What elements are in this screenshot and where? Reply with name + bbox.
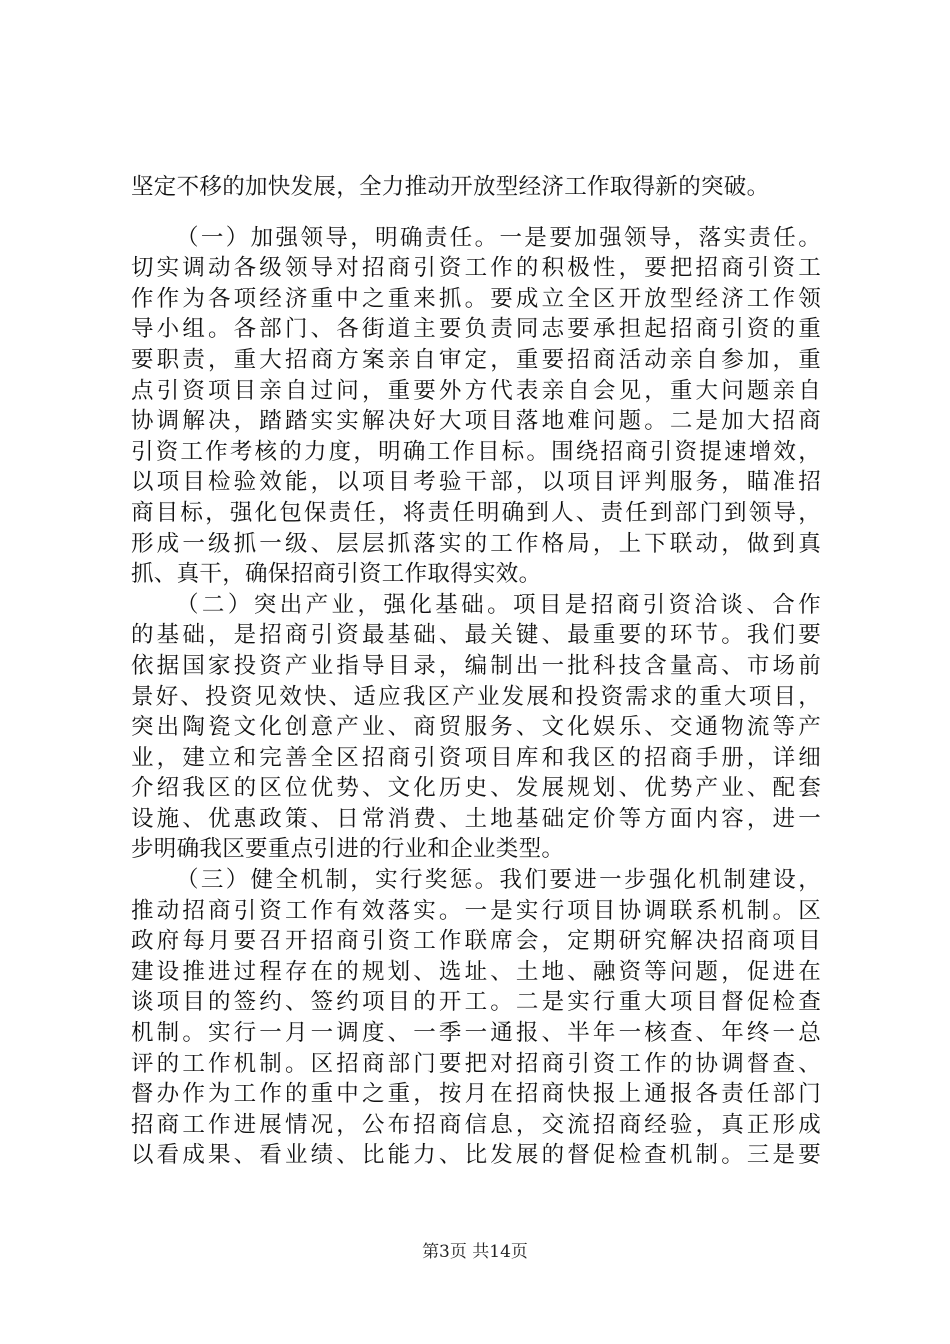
- text-line: 推动招商引资工作有效落实。一是实行项目协调联系机制。区: [131, 897, 821, 924]
- text-line: 的基础，是招商引资最基础、最关键、最重要的环节。我们要: [131, 622, 821, 649]
- text-line: 抓、真干，确保招商引资工作取得实效。: [131, 561, 542, 588]
- text-line: 以项目检验效能，以项目考验干部，以项目评判服务，瞄准招: [131, 469, 821, 496]
- text-line: 业，建立和完善全区招商引资项目库和我区的招商手册，详细: [131, 744, 821, 771]
- text-line: 建设推进过程存在的规划、选址、土地、融资等问题，促进在: [131, 958, 821, 985]
- paragraph-section-2: [131, 590, 821, 865]
- text-line: 引资工作考核的力度，明确工作目标。围绕招商引资提速增效，: [131, 438, 821, 465]
- text-line: （一）加强领导，明确责任。一是要加强领导，落实责任。: [176, 224, 821, 251]
- text-line: 以看成果、看业绩、比能力、比发展的督促检查机制。三是要: [131, 1142, 821, 1169]
- text-line: 依据国家投资产业指导目录，编制出一批科技含量高、市场前: [131, 652, 821, 679]
- text-line: 坚定不移的加快发展，全力推动开放型经济工作取得新的突破。: [131, 174, 770, 200]
- text-line: 导小组。各部门、各街道主要负责同志要承担起招商引资的重: [131, 316, 821, 343]
- text-line: （二）突出产业，强化基础。项目是招商引资洽谈、合作: [176, 591, 821, 618]
- text-line: 形成一级抓一级、层层抓落实的工作格局，上下联动，做到真: [131, 530, 821, 557]
- text-line: 督办作为工作的重中之重，按月在招商快报上通报各责任部门: [131, 1081, 821, 1108]
- text-line: 介绍我区的区位优势、文化历史、发展规划、优势产业、配套: [131, 775, 821, 802]
- text-line: 商目标，强化包保责任，将责任明确到人、责任到部门到领导，: [131, 499, 821, 526]
- text-line: （三）健全机制，实行奖惩。我们要进一步强化机制建设，: [176, 867, 821, 894]
- text-line: 景好、投资见效快、适应我区产业发展和投资需求的重大项目，: [131, 683, 821, 710]
- text-line: 点引资项目亲自过问，重要外方代表亲自会见，重大问题亲自: [131, 377, 821, 404]
- text-line: 招商工作进展情况，公布招商信息，交流招商经验，真正形成: [131, 1111, 821, 1138]
- text-line: 谈项目的签约、签约项目的开工。二是实行重大项目督促检查: [131, 989, 821, 1016]
- text-line: 机制。实行一月一调度、一季一通报、半年一核查、年终一总: [131, 1020, 821, 1047]
- paragraph-section-1: [131, 223, 821, 590]
- paragraph-section-3: [131, 865, 821, 1171]
- page-number-footer: 第3页 共14页: [422, 1242, 528, 1262]
- text-line: 要职责，重大招商方案亲自审定，重要招商活动亲自参加，重: [131, 346, 821, 373]
- paragraph-gap: [131, 203, 821, 223]
- text-line: 评的工作机制。区招商部门要把对招商引资工作的协调督查、: [131, 1050, 821, 1077]
- text-line: 突出陶瓷文化创意产业、商贸服务、文化娱乐、交通物流等产: [131, 714, 821, 741]
- document-body: [131, 172, 821, 1171]
- text-line: 政府每月要召开招商引资工作联席会，定期研究解决招商项目: [131, 928, 821, 955]
- paragraph-continuation: [131, 172, 821, 203]
- text-line: 步明确我区要重点引进的行业和企业类型。: [131, 836, 565, 863]
- text-line: 切实调动各级领导对招商引资工作的积极性，要把招商引资工: [131, 255, 821, 282]
- text-line: 作作为各项经济重中之重来抓。要成立全区开放型经济工作领: [131, 285, 821, 312]
- text-line: 协调解决，踏踏实实解决好大项目落地难问题。二是加大招商: [131, 408, 821, 435]
- text-line: 设施、优惠政策、日常消费、土地基础定价等方面内容，进一: [131, 805, 821, 832]
